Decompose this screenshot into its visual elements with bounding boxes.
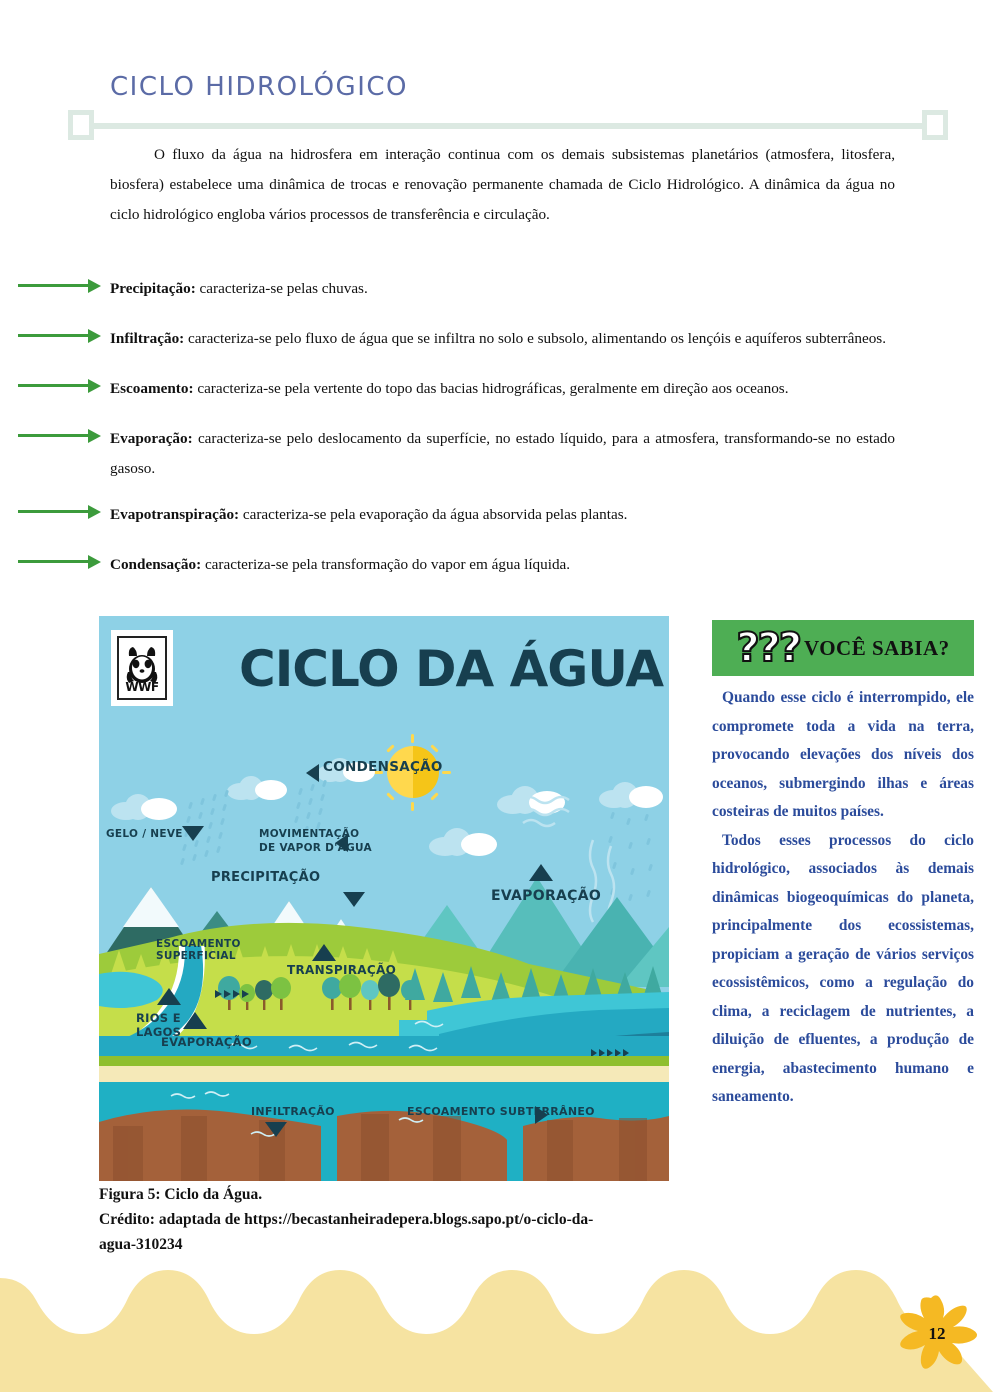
definition-body — [110, 324, 895, 354]
soil-green-strip — [99, 1056, 669, 1066]
page-number: 12 — [928, 1324, 946, 1343]
divider-cap-right — [922, 110, 948, 140]
wwf-logo — [111, 630, 173, 706]
did-you-know-label: VOCÊ SABIA? — [803, 635, 950, 660]
bedrock-shape — [99, 1082, 669, 1181]
label-movimentacao-1: MOVIMENTAÇÃO — [259, 828, 360, 840]
definition-body — [110, 500, 895, 530]
label-escoamento-superficial-2: SUPERFICIAL — [156, 950, 236, 962]
definition-text: caracteriza-se pela evaporação da água absorvida pelas plantas. — [239, 506, 628, 523]
definition-term: Evaporação: — [110, 430, 193, 447]
definition-body — [110, 550, 895, 580]
definition-term: Condensação: — [110, 556, 202, 573]
page-title: CICLO HIDROLÓGICO — [110, 72, 408, 102]
divider-line — [84, 123, 932, 129]
page-footer — [0, 1270, 993, 1392]
label-escoamento-subterraneo: ESCOAMENTO SUBTERRÂNEO — [407, 1105, 595, 1118]
label-precipitacao: PRECIPITAÇÃO — [211, 870, 321, 885]
vapor-squiggle-icon — [519, 792, 579, 832]
green-arrow-icon — [18, 279, 106, 293]
definition-text: caracteriza-se pelo deslocamento da superfície, no estado líquido, para a atmosfera, transformando-se no estado gasoso. — [110, 430, 895, 477]
label-gelo-neve: GELO / NEVE — [106, 828, 183, 840]
definition-body — [110, 424, 895, 484]
sidebar-paragraph-1: Quando esse ciclo é interrompido, ele compromete toda a vida na terra, provocando elevações dos níveis dos oceanos, submergindo ilhas e áreas costeiras de muitos países. — [712, 689, 974, 820]
sidebar-paragraph-2: Todos esses processos do ciclo hidrológico, associados às demais dinâmicas biogeoquímicas do planeta, principalmente dos ecossistemas, propiciam a geração de vários serviços ecossistêmicos, como a regulação do clima, a reciclagem de nutrientes, a diluição de efluentes, a produção de energia, abastecimento humano e saneamento. — [712, 831, 974, 1105]
wwf-logo-text: WWF — [125, 680, 159, 694]
definition-text: caracteriza-se pelo fluxo de água que se infiltra no solo e subsolo, alimentando os lençóis e aquíferos subterrâneos. — [184, 330, 886, 347]
label-transpiracao: TRANSPIRAÇÃO — [287, 963, 397, 977]
green-arrow-icon — [18, 379, 106, 393]
definition-text: caracteriza-se pelas chuvas. — [195, 280, 368, 297]
caption-line-3: agua-310234 — [99, 1236, 183, 1253]
caption-line-1: Figura 5: Ciclo da Água. — [99, 1186, 263, 1203]
list-item — [0, 500, 993, 534]
wave-decoration — [0, 1270, 993, 1392]
soil-sand-strip — [99, 1066, 669, 1082]
label-rios-2: LAGOS — [136, 1025, 182, 1039]
list-item — [0, 374, 993, 408]
infographic-title: CICLO DA ÁGUA — [239, 640, 664, 698]
caption-line-2: Crédito: adaptada de https://becastanheiradepera.blogs.sapo.pt/o-ciclo-da- — [99, 1211, 594, 1228]
green-arrow-icon — [18, 555, 106, 569]
header-divider — [64, 110, 952, 142]
green-arrow-icon — [18, 329, 106, 343]
divider-cap-left — [68, 110, 94, 140]
label-escoamento-superficial-1: ESCOAMENTO — [156, 938, 241, 950]
question-marks-icon: ??? — [736, 625, 800, 671]
label-evaporacao-direita: EVAPORAÇÃO — [491, 888, 602, 904]
label-condensacao: CONDENSAÇÃO — [323, 759, 443, 775]
label-evaporacao-esquerda: EVAPORAÇÃO — [161, 1035, 252, 1049]
did-you-know-body — [712, 676, 974, 1112]
cloud-icon — [227, 776, 287, 800]
page-number-splat — [889, 1294, 985, 1374]
definition-text: caracteriza-se pela vertente do topo das bacias hidrográficas, geralmente em direção aos oceanos. — [193, 380, 789, 397]
cloud-icon — [429, 828, 497, 856]
definition-term: Precipitação: — [110, 280, 196, 297]
green-arrow-icon — [18, 505, 106, 519]
list-item — [0, 550, 993, 584]
did-you-know-header — [712, 620, 974, 676]
label-infiltracao: INFILTRAÇÃO — [251, 1105, 335, 1118]
label-movimentacao-2: DE VAPOR D'ÁGUA — [259, 842, 372, 854]
definition-term: Infiltração: — [110, 330, 185, 347]
figure-caption — [99, 1182, 684, 1257]
definition-term: Escoamento: — [110, 380, 194, 397]
label-rios-1: RIOS E — [136, 1011, 181, 1025]
water-cycle-infographic — [99, 616, 669, 1181]
list-item — [0, 324, 993, 358]
cloud-icon — [599, 782, 663, 808]
definition-text: caracteriza-se pela transformação do vapor em água líquida. — [201, 556, 571, 573]
definition-list — [0, 274, 993, 600]
did-you-know-box — [712, 620, 974, 1112]
intro-paragraph: O fluxo da água na hidrosfera em interação continua com os demais subsistemas planetários (atmosfera, litosfera, biosfera) estabelece uma dinâmica de trocas e renovação permanente chamada de Ciclo Hidrológico. A dinâmica da água no ciclo hidrológico engloba vários processos de transferência e circulação. — [110, 146, 895, 223]
list-item — [0, 424, 993, 484]
definition-term: Evapotranspiração: — [110, 506, 240, 523]
definition-body — [110, 274, 895, 304]
flow-arrows-icon — [215, 988, 251, 1000]
green-arrow-icon — [18, 429, 106, 443]
list-item — [0, 274, 993, 308]
definition-body — [110, 374, 895, 404]
cloud-icon — [111, 794, 177, 820]
